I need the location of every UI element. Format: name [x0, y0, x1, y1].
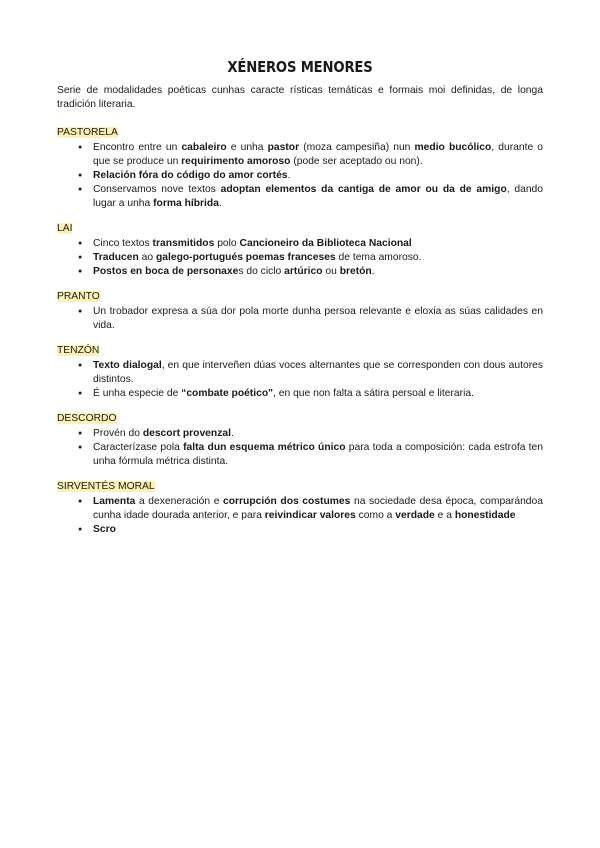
list-item — [93, 237, 543, 251]
bold-text: Traducen — [93, 252, 139, 263]
bold-text: falta dun esquema métrico único — [183, 442, 346, 453]
list-item — [93, 305, 543, 333]
text-run: ou — [322, 266, 340, 277]
bold-text: Cancioneiro da Biblioteca Nacional — [239, 238, 412, 249]
list-item — [93, 495, 543, 523]
bullet-list — [57, 495, 543, 537]
list-item — [93, 265, 543, 279]
intro-paragraph: Serie de modalidades poéticas cunhas caracte rísticas temáticas e formais moi definidas, de longa tradición literaria. — [57, 85, 543, 110]
section-heading-label: LAI — [57, 223, 73, 234]
text-run: . — [287, 170, 291, 181]
text-run: polo — [214, 238, 240, 249]
bold-text: corrupción dos costumes — [223, 496, 351, 507]
bold-text: descort provenzal — [142, 428, 231, 439]
list-item — [93, 141, 543, 169]
bullet-list — [57, 359, 543, 401]
list-item — [93, 251, 543, 265]
bold-text: Lamenta — [93, 496, 136, 507]
list-item — [93, 523, 543, 537]
bold-text: cabaleiro — [181, 142, 227, 153]
bullet-list — [57, 427, 543, 469]
text-run: , en que non falta a sátira persoal e literaria. — [273, 388, 474, 399]
text-run: a dexeneración e — [135, 496, 224, 507]
bold-text: pastor — [267, 142, 300, 153]
section-tenzón — [57, 344, 543, 401]
bold-text: transmitidos — [152, 238, 215, 249]
bold-text: Scro — [93, 524, 116, 535]
bold-text: honestidade — [454, 510, 516, 521]
bold-text: medio bucólico — [414, 142, 492, 153]
bold-text: “combate poético" — [181, 388, 274, 399]
section-heading-label: TENZÓN — [57, 345, 100, 356]
section-descordo — [57, 412, 543, 469]
bold-text: adoptan elementos da cantiga de amor ou da de amigo — [220, 184, 507, 195]
section-lai — [57, 222, 543, 279]
text-run: (moza campesiña) nun — [299, 142, 415, 153]
text-run: na sociedade desa época, comparándoa cunha idade dourada anterior, e para — [93, 496, 543, 521]
list-item — [93, 387, 543, 401]
text-run: , en que interveñen dúas voces alternantes que se corresponden con dous autores distintos. — [93, 360, 543, 385]
section-heading — [57, 344, 543, 358]
bullet-list — [57, 305, 543, 333]
sections-container — [57, 126, 543, 537]
bold-text: bretón — [339, 266, 372, 277]
section-heading-label: DESCORDO — [57, 413, 117, 424]
text-run: . — [230, 428, 234, 439]
section-heading-label: PASTORELA — [57, 127, 118, 138]
text-run: Encontro entre un — [93, 142, 182, 153]
bold-text: Relación fóra do código do amor cortés — [93, 170, 288, 181]
text-run: (pode ser aceptado ou non). — [290, 156, 423, 167]
text-run: Cinco textos — [93, 238, 153, 249]
text-run: , dando lugar a unha — [93, 184, 543, 209]
list-item — [93, 183, 543, 211]
bullet-list — [57, 237, 543, 279]
bold-text: artúrico — [284, 266, 323, 277]
bold-text: verdade — [395, 510, 435, 521]
text-run: para toda a composición: cada estrofa ten unha fórmula métrica distinta. — [93, 442, 543, 467]
list-item — [93, 427, 543, 441]
page-title: XÉNEROS MENORES — [227, 58, 373, 76]
text-run: . — [218, 198, 222, 209]
section-heading — [57, 222, 543, 236]
section-heading-label: PRANTO — [57, 291, 100, 302]
list-item — [93, 169, 543, 183]
section-pranto — [57, 290, 543, 333]
text-run: como a — [355, 510, 396, 521]
text-run: de tema amoroso. — [335, 252, 422, 263]
bullet-list — [57, 141, 543, 211]
section-heading — [57, 290, 543, 304]
text-run: s do ciclo — [238, 266, 285, 277]
bold-text: Texto dialogal — [93, 360, 162, 371]
text-run: Un trobador expresa a súa dor pola morte dunha persoa relevante e eloxia as súas calidades en vida. — [93, 306, 543, 331]
text-run: É unha especie de — [93, 388, 182, 399]
text-run: ao — [138, 252, 156, 263]
bold-text: Postos en boca de personaxe — [93, 266, 239, 277]
section-heading-label: SIRVENTÉS MORAL — [57, 481, 155, 492]
bold-text: galego-portugués poemas franceses — [155, 252, 336, 263]
section-heading — [57, 412, 543, 426]
bold-text: requirimento amoroso — [181, 156, 291, 167]
text-run: e a — [434, 510, 455, 521]
bold-text: reivindicar valores — [264, 510, 356, 521]
list-item — [93, 359, 543, 387]
text-run: Provén do — [93, 428, 143, 439]
bold-text: forma híbrida — [153, 198, 219, 209]
text-run: e unha — [226, 142, 268, 153]
section-heading — [57, 480, 543, 494]
section-heading — [57, 126, 543, 140]
text-run: , durante o que se produce un — [93, 142, 543, 167]
list-item — [93, 441, 543, 469]
section-sirventés-moral — [57, 480, 543, 537]
text-run: Caracterízase pola — [93, 442, 184, 453]
text-run: Conservamos nove textos — [93, 184, 221, 195]
text-run: . — [371, 266, 375, 277]
section-pastorela — [57, 126, 543, 211]
